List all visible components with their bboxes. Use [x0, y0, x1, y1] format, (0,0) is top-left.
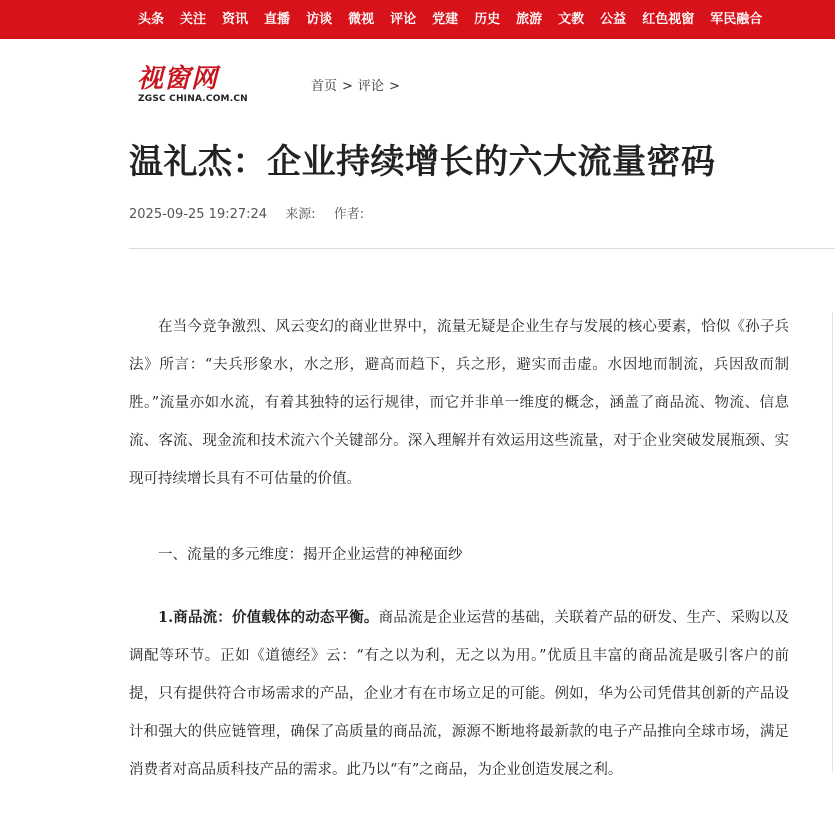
- publish-date: 2025-09-25 19:27:24: [129, 207, 268, 222]
- nav-item[interactable]: 公益: [600, 12, 627, 27]
- article-paragraph: 在当今竞争激烈、风云变幻的商业世界中，流量无疑是企业生存与发展的核心要素，恰似《孙子兵法》所言：“夫兵形象水，水之形，避高而趋下，兵之形，避实而击虚。水因地而制流，兵因敌而制胜。”流量亦如水流，有着其独特的运行规律，而它并非单一维度的概念，涵盖了商品流、物流、信息流、客流、现金流和技术流六个关键部分。深入理解并有效运用这些流量，对于企业突破发展瓶颈、实现可持续增长具有不可估量的价值。: [129, 319, 789, 487]
- nav-item[interactable]: 资讯: [222, 12, 249, 27]
- nav-item[interactable]: 军民融合: [710, 12, 763, 27]
- nav-item[interactable]: 关注: [180, 12, 207, 27]
- nav-item[interactable]: 头条: [138, 12, 165, 27]
- header-divider: [129, 248, 835, 249]
- breadcrumb: [311, 75, 405, 94]
- paragraph-text: 商品流是企业运营的基础，关联着产品的研发、生产、采购以及调配等环节。正如《道德经》云：“有之以为利，无之以为用。”优质且丰富的商品流是吸引客户的前提，只有提供符合市场需求的产品，企业才有在市场立足的可能。例如，华为公司凭借其创新的产品设计和强大的供应链管理，确保了高质量的商品流，源源不断地将最新款的电子产品推向全球市场，满足消费者对高品质科技产品的需求。此乃以“有”之商品，为企业创造发展之利。: [129, 610, 790, 778]
- breadcrumb-home[interactable]: 首页: [311, 79, 338, 94]
- nav-item[interactable]: 评论: [390, 12, 417, 27]
- nav-item[interactable]: 直播: [264, 12, 291, 27]
- nav-item[interactable]: 历史: [474, 12, 501, 27]
- breadcrumb-separator: >: [342, 79, 353, 94]
- article-meta: [129, 203, 378, 222]
- nav-item[interactable]: 微视: [348, 12, 375, 27]
- section-heading: 一、流量的多元维度：揭开企业运营的神秘面纱: [158, 547, 463, 563]
- logo-wordmark: 视窗网: [137, 64, 219, 94]
- site-logo[interactable]: [137, 58, 247, 108]
- nav-item[interactable]: 党建: [432, 12, 459, 27]
- top-navigation: [0, 0, 835, 39]
- source-label: 来源:: [285, 207, 316, 222]
- nav-item[interactable]: 文教: [558, 12, 585, 27]
- nav-item[interactable]: 访谈: [306, 12, 333, 27]
- nav-list: [130, 0, 770, 39]
- breadcrumb-separator: >: [388, 79, 400, 94]
- nav-item[interactable]: 红色视窗: [642, 12, 695, 27]
- paragraph-lead: 1.商品流：价值载体的动态平衡。: [158, 609, 379, 626]
- author-label: 作者:: [333, 207, 365, 222]
- article-paragraph: [129, 599, 789, 789]
- breadcrumb-section[interactable]: 评论: [357, 79, 384, 94]
- nav-item[interactable]: 旅游: [516, 12, 543, 27]
- logo-subtext: ZGSC CHINA.COM.CN: [138, 94, 248, 104]
- article-title: 温礼杰：企业持续增长的六大流量密码: [129, 142, 716, 182]
- article-body: [129, 308, 789, 789]
